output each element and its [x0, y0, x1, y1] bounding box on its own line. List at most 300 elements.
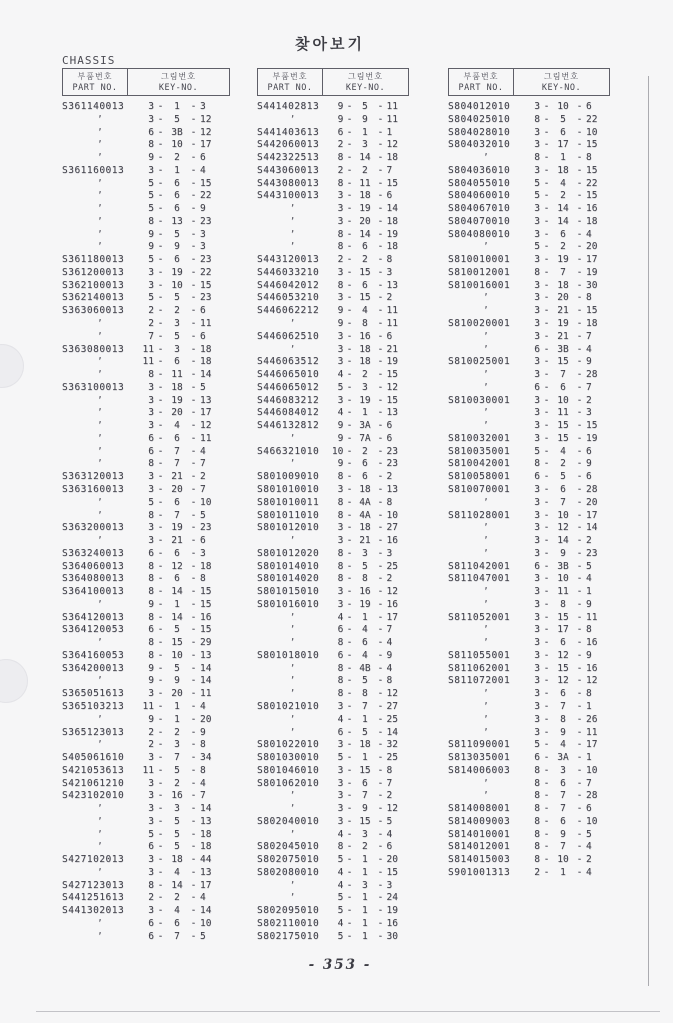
key-no-cell: 11: [142, 764, 154, 776]
key-no-cell: 11: [386, 101, 398, 112]
key-no-cell: 15: [171, 637, 183, 649]
key-no-cell: 2: [174, 726, 180, 738]
key-no-cell: 6: [560, 483, 566, 495]
key-no-separator: -: [157, 330, 164, 342]
table-row: [257, 548, 409, 561]
key-no-separator: -: [576, 739, 583, 751]
key-no-cell: 4: [337, 369, 344, 381]
key-no-cell: 8: [337, 496, 344, 508]
key-no-cell: 5: [200, 509, 206, 521]
part-no-cell: S446063512: [257, 356, 320, 368]
key-no-cell: 2: [534, 866, 540, 878]
ditto-mark: ’: [289, 625, 296, 636]
key-no-separator: -: [346, 420, 353, 432]
key-no-separator: -: [190, 113, 197, 125]
key-no-cell: 5: [200, 930, 206, 942]
key-no-cell: 6: [148, 841, 154, 853]
key-no-cell: 9: [200, 726, 206, 738]
key-no-cell: 13: [200, 815, 212, 827]
table-row: [62, 675, 230, 688]
key-no-cell: 7: [362, 700, 368, 712]
table-row: [448, 458, 610, 471]
key-no-cell: 13: [386, 483, 398, 495]
key-no-separator: -: [157, 305, 164, 317]
key-no-separator: -: [346, 343, 353, 355]
key-no-cell: 4: [200, 777, 206, 789]
key-no-cell: 8: [337, 662, 344, 674]
key-no-separator: -: [346, 471, 353, 483]
key-no-cell: 3: [362, 879, 368, 891]
key-no-separator: -: [190, 688, 197, 700]
table-row: [448, 778, 610, 791]
key-no-cell: 3: [148, 420, 154, 432]
table-row: [62, 650, 230, 663]
part-no-cell: S365123013: [62, 726, 125, 738]
punch-hole: [0, 659, 28, 703]
ditto-mark: ’: [97, 204, 103, 215]
key-no-separator: -: [576, 560, 583, 572]
table-row: [448, 356, 610, 369]
key-no-separator: -: [157, 445, 164, 457]
key-no-cell: 15: [200, 586, 212, 598]
key-no-separator: -: [377, 854, 384, 866]
key-no-cell: 6: [386, 432, 393, 444]
key-no-separator: -: [377, 547, 384, 559]
key-no-cell: 3: [337, 356, 344, 368]
key-no-separator: -: [346, 918, 353, 929]
table-row: [257, 203, 409, 216]
key-no-label: KEY-NO.: [541, 82, 582, 93]
table-row: [62, 471, 230, 484]
key-no-separator: -: [576, 420, 583, 432]
key-no-cell: 4: [337, 611, 344, 623]
part-no-cell: S363200013: [62, 522, 125, 534]
ditto-mark: ’: [97, 497, 103, 508]
key-no-cell: 7: [560, 841, 566, 853]
ditto-mark: ’: [483, 778, 489, 789]
table-row: [448, 688, 610, 701]
key-no-cell: 14: [586, 522, 598, 534]
table-row: [448, 752, 610, 765]
key-no-separator: -: [543, 841, 550, 853]
key-no-separator: -: [346, 586, 353, 598]
key-no-separator: -: [346, 483, 353, 495]
table-row: [62, 305, 230, 318]
key-no-cell: 3: [386, 879, 393, 891]
key-no-separator: -: [543, 139, 550, 151]
key-no-cell: 6: [174, 432, 180, 444]
ditto-mark: ’: [483, 727, 489, 738]
key-no-cell: 3: [534, 496, 540, 508]
table-row: [62, 203, 230, 216]
ditto-mark: ’: [289, 433, 296, 444]
key-no-cell: 5: [148, 292, 154, 304]
ditto-mark: ’: [97, 153, 103, 164]
key-no-separator: -: [576, 509, 583, 521]
key-no-cell: 25: [386, 560, 398, 572]
key-no-cell: 3: [534, 432, 540, 444]
table-row: [257, 190, 409, 203]
key-no-cell: 11: [557, 586, 569, 598]
key-no-cell: 10: [586, 815, 598, 827]
key-no-cell: 3: [534, 662, 540, 674]
key-no-separator: -: [157, 700, 164, 712]
key-no-cell: 27: [386, 700, 398, 712]
key-no-separator: -: [576, 305, 583, 317]
key-no-cell: 2: [174, 152, 180, 164]
key-no-cell: 1: [586, 700, 592, 712]
key-no-separator: -: [543, 241, 550, 253]
key-no-separator: -: [377, 152, 384, 164]
key-no-cell: 5: [337, 930, 344, 942]
key-no-cell: 10: [557, 101, 569, 112]
key-no-separator: -: [157, 752, 164, 764]
table-row: [62, 267, 230, 280]
ditto-mark: ’: [97, 638, 103, 649]
ditto-mark: ’: [289, 676, 296, 687]
key-no-separator: -: [346, 241, 353, 253]
table-row: [62, 433, 230, 446]
ditto-mark: ’: [483, 599, 489, 610]
key-no-separator: -: [157, 483, 164, 495]
key-no-separator: -: [377, 139, 384, 151]
key-no-cell: 7A: [359, 432, 371, 444]
key-no-separator: -: [346, 496, 353, 508]
key-no-cell: 6: [534, 343, 540, 355]
key-no-separator: -: [543, 866, 550, 878]
key-no-separator: -: [190, 483, 197, 495]
key-no-separator: -: [346, 573, 353, 585]
key-no-cell: 7: [148, 330, 154, 342]
key-no-separator: -: [377, 905, 384, 917]
key-no-cell: 3: [534, 254, 540, 266]
part-no-label-korean: 부품번호: [272, 71, 308, 81]
table-row: [257, 675, 409, 688]
key-no-cell: 6: [148, 547, 154, 559]
key-no-cell: 1: [586, 586, 592, 598]
key-no-cell: 22: [200, 266, 212, 278]
key-no-cell: 8: [148, 139, 154, 151]
key-no-cell: 20: [171, 483, 183, 495]
key-no-separator: -: [377, 369, 384, 381]
key-no-cell: 17: [200, 407, 212, 419]
key-no-cell: 3A: [557, 752, 569, 764]
key-no-separator: -: [157, 522, 164, 534]
key-no-separator: -: [576, 815, 583, 827]
key-no-separator: -: [377, 649, 384, 661]
table-row: [62, 586, 230, 599]
key-no-separator: -: [377, 228, 384, 240]
key-no-separator: -: [576, 279, 583, 291]
key-no-separator: -: [377, 126, 384, 138]
key-no-separator: -: [190, 343, 197, 355]
table-row: [62, 382, 230, 395]
key-no-cell: 7: [174, 458, 180, 470]
table-row: [448, 254, 610, 267]
page-edge-line: [648, 76, 649, 986]
ditto-mark: ’: [97, 446, 103, 457]
table-row: [62, 407, 230, 420]
key-no-cell: 3: [337, 343, 344, 355]
key-no-separator: -: [377, 675, 384, 687]
key-no-separator: -: [576, 381, 583, 393]
key-no-cell: 5: [362, 726, 368, 738]
key-no-separator: -: [377, 764, 384, 776]
part-no-cell: S427123013: [62, 879, 125, 891]
key-no-cell: 2: [148, 726, 154, 738]
part-no-cell: S804067010: [448, 203, 511, 215]
key-no-cell: 19: [359, 598, 371, 610]
key-no-separator: -: [576, 637, 583, 649]
table-row: [448, 331, 610, 344]
key-no-cell: 18: [200, 356, 212, 368]
index-column-1: [62, 68, 230, 944]
key-no-separator: -: [377, 266, 384, 278]
key-no-separator: -: [576, 713, 583, 725]
ditto-mark: ’: [483, 791, 489, 802]
ditto-mark: ’: [97, 676, 103, 687]
ditto-mark: ’: [483, 153, 489, 164]
key-no-separator: -: [543, 420, 550, 432]
key-no-cell: 6: [337, 624, 344, 636]
key-no-cell: 8: [560, 598, 566, 610]
ditto-mark: ’: [289, 319, 296, 330]
table-row: [448, 599, 610, 612]
key-no-separator: -: [377, 803, 384, 815]
table-row: [62, 522, 230, 535]
key-no-separator: -: [157, 649, 164, 661]
key-no-separator: -: [576, 228, 583, 240]
key-no-separator: -: [346, 764, 353, 776]
key-no-cell: 3: [174, 803, 180, 815]
key-no-cell: 9: [337, 305, 344, 317]
table-row: [448, 675, 610, 688]
table-row: [257, 331, 409, 344]
key-no-cell: 11: [386, 113, 398, 125]
key-no-cell: 14: [557, 535, 569, 547]
key-no-cell: 18: [171, 381, 183, 393]
part-no-cell: S814006003: [448, 764, 511, 776]
part-no-cell: S421053613: [62, 764, 125, 776]
table-row: [62, 905, 230, 918]
key-no-separator: -: [543, 356, 550, 368]
table-row: [448, 127, 610, 140]
key-no-separator: -: [377, 330, 384, 342]
key-no-cell: 6: [337, 726, 344, 738]
key-no-cell: 5: [174, 815, 180, 827]
key-no-cell: 8: [362, 318, 368, 330]
key-no-separator: -: [157, 854, 164, 866]
key-no-separator: -: [576, 496, 583, 508]
key-no-cell: 16: [200, 611, 212, 623]
key-no-separator: -: [190, 879, 197, 891]
key-no-separator: -: [576, 177, 583, 189]
key-no-cell: 3: [148, 381, 154, 393]
key-no-separator: -: [576, 203, 583, 215]
key-no-cell: 7: [362, 790, 368, 802]
key-no-cell: 5: [362, 675, 368, 687]
table-row: [257, 880, 409, 893]
key-no-cell: 8: [337, 547, 344, 559]
table-row: [257, 318, 409, 331]
part-no-cell: S814010001: [448, 828, 511, 840]
key-no-cell: 17: [557, 624, 569, 636]
key-no-cell: 3: [560, 764, 566, 776]
key-no-cell: 4: [560, 445, 566, 457]
key-no-cell: 3: [534, 624, 540, 636]
key-no-separator: -: [346, 598, 353, 610]
key-no-cell: 2: [362, 369, 368, 381]
key-no-separator: -: [377, 203, 384, 215]
key-no-cell: 14: [171, 611, 183, 623]
key-no-cell: 9: [362, 113, 368, 125]
ditto-mark: ’: [483, 382, 489, 393]
key-no-cell: 8: [148, 586, 154, 598]
key-no-cell: 6: [174, 918, 180, 929]
key-no-separator: -: [190, 790, 197, 802]
key-no-cell: 8: [386, 764, 393, 776]
table-row: [448, 803, 610, 816]
key-no-cell: 10: [557, 573, 569, 585]
key-no-cell: 1: [362, 407, 368, 419]
key-no-cell: 15: [200, 177, 212, 189]
table-row: [62, 701, 230, 714]
key-no-separator: -: [576, 535, 583, 547]
key-no-cell: 1: [362, 752, 368, 764]
ditto-mark: ’: [289, 344, 296, 355]
part-no-cell: S364080013: [62, 573, 125, 585]
key-no-cell: 9: [586, 356, 592, 368]
key-no-cell: 10: [171, 279, 183, 291]
key-no-cell: 8: [534, 777, 540, 789]
key-no-cell: 4: [200, 700, 206, 712]
key-no-cell: 10: [386, 509, 398, 521]
key-no-separator: -: [377, 279, 384, 291]
table-row: [448, 535, 610, 548]
key-no-separator: -: [346, 177, 353, 189]
key-no-separator: -: [190, 407, 197, 419]
ditto-mark: ’: [97, 319, 103, 330]
key-no-cell: 3: [362, 828, 368, 840]
key-no-separator: -: [157, 177, 164, 189]
table-row: [257, 586, 409, 599]
key-no-separator: -: [576, 688, 583, 700]
key-no-separator: -: [190, 637, 197, 649]
key-no-separator: -: [346, 700, 353, 712]
key-no-cell: 3: [386, 547, 393, 559]
key-no-cell: 14: [200, 905, 212, 917]
key-no-cell: 19: [359, 394, 371, 406]
key-no-cell: 5: [148, 254, 154, 266]
key-no-separator: -: [576, 369, 583, 381]
table-row: [448, 318, 610, 331]
key-no-separator: -: [157, 215, 164, 227]
key-no-separator: -: [543, 305, 550, 317]
key-no-cell: 6: [337, 126, 344, 138]
ditto-mark: ’: [97, 229, 103, 240]
part-no-cell: S364160053: [62, 649, 125, 661]
key-no-cell: 5: [174, 841, 180, 853]
table-row: [62, 778, 230, 791]
key-no-separator: -: [346, 560, 353, 572]
table-row: [62, 458, 230, 471]
key-no-cell: 14: [386, 726, 398, 738]
ditto-mark: ’: [289, 727, 296, 738]
ditto-mark: ’: [483, 587, 489, 598]
key-no-separator: -: [377, 624, 384, 636]
key-no-separator: -: [346, 637, 353, 649]
key-no-cell: 2: [174, 305, 180, 317]
table-row: [62, 765, 230, 778]
key-no-separator: -: [157, 369, 164, 381]
key-no-cell: 8: [200, 573, 206, 585]
key-no-separator: -: [543, 739, 550, 751]
key-no-cell: 6: [560, 815, 566, 827]
table-row: [448, 433, 610, 446]
key-no-cell: 3: [534, 407, 540, 419]
key-no-separator: -: [576, 266, 583, 278]
key-no-separator: -: [190, 241, 197, 253]
ditto-mark: ’: [289, 638, 296, 649]
part-no-cell: S801016010: [257, 598, 320, 610]
key-no-separator: -: [346, 879, 353, 891]
key-no-separator: -: [346, 432, 353, 444]
key-no-cell: 4: [586, 866, 592, 878]
part-no-cell: S361140013: [62, 101, 125, 112]
key-no-cell: 23: [386, 445, 398, 457]
key-no-cell: 26: [586, 713, 598, 725]
key-no-cell: 1: [362, 918, 368, 929]
table-row: [448, 203, 610, 216]
key-no-cell: 5: [148, 177, 154, 189]
part-no-cell: S363240013: [62, 547, 125, 559]
key-no-cell: 16: [586, 203, 598, 215]
key-no-separator: -: [543, 828, 550, 840]
key-no-cell: 3: [148, 279, 154, 291]
key-no-cell: 3: [534, 637, 540, 649]
key-no-cell: 11: [200, 432, 212, 444]
table-row: [257, 701, 409, 714]
table-row: [62, 688, 230, 701]
key-no-separator: -: [190, 305, 197, 317]
ditto-mark: ’: [97, 357, 103, 368]
table-row: [448, 497, 610, 510]
table-row: [257, 905, 409, 918]
key-no-cell: 8: [337, 688, 344, 700]
table-row: [448, 701, 610, 714]
table-row: [257, 573, 409, 586]
key-no-cell: 3: [148, 522, 154, 534]
key-no-cell: 4: [386, 662, 393, 674]
key-no-separator: -: [576, 700, 583, 712]
key-no-cell: 7: [586, 381, 592, 393]
key-no-separator: -: [377, 586, 384, 598]
table-row: [62, 292, 230, 305]
key-no-separator: -: [157, 279, 164, 291]
key-no-cell: 3: [534, 356, 540, 368]
key-no-cell: 9: [174, 241, 180, 253]
key-no-cell: 14: [200, 369, 212, 381]
key-no-separator: -: [190, 356, 197, 368]
key-no-cell: 3: [148, 815, 154, 827]
key-no-cell: 19: [386, 356, 398, 368]
key-no-cell: 6: [560, 688, 566, 700]
key-no-cell: 2: [148, 739, 154, 751]
key-no-cell: 3: [534, 203, 540, 215]
key-no-cell: 8: [337, 560, 344, 572]
table-row: [448, 790, 610, 803]
part-no-cell: S802110010: [257, 918, 320, 929]
